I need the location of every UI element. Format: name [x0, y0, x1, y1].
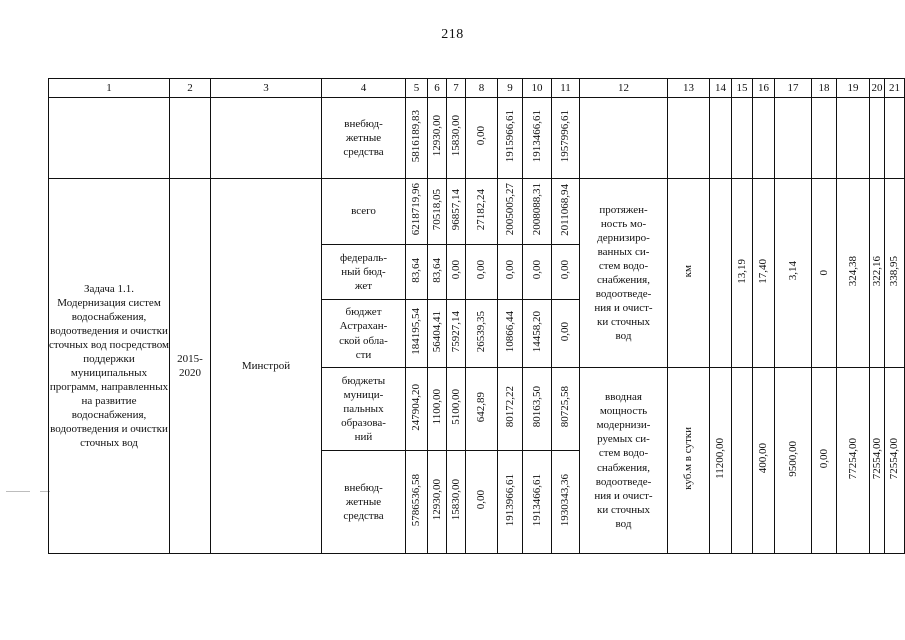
indicator-value: 322,16 — [870, 255, 883, 287]
col-header: 8 — [466, 79, 498, 98]
col-header: 1 — [49, 79, 170, 98]
value-text: 0,00 — [503, 260, 516, 280]
indicator-value-cell — [812, 179, 837, 368]
value-text: 5816189,83 — [410, 109, 422, 163]
value-text: 26539,35 — [475, 310, 487, 353]
col-header: 16 — [753, 79, 775, 98]
funding-source-label: федераль- ный бюд- жет — [340, 251, 387, 293]
value-cell — [466, 98, 498, 179]
col-header: 12 — [580, 79, 668, 98]
indicator-value: 324,38 — [846, 255, 859, 287]
funding-source-label: внебюд- жетные средства — [343, 481, 384, 523]
indicator-value: 338,95 — [888, 255, 900, 287]
indicator-value-cell — [753, 179, 775, 368]
indicator-value-cell — [837, 368, 870, 554]
indicator-value: 72554,00 — [888, 437, 900, 480]
empty-cell — [775, 98, 812, 179]
measures-table — [48, 78, 905, 554]
indicator-value: 0,00 — [817, 448, 830, 469]
indicator-name: протяжен- ность мо- дернизиро- ванных си- стем водо- снабжения, водоотведе- ния и очист- ки сточных вод — [594, 203, 653, 343]
funding-source-label: бюджеты муници- пальных образова- ний — [341, 374, 386, 444]
value-cell — [406, 179, 428, 245]
indicator-value: 11200,00 — [714, 438, 726, 479]
value-cell — [523, 245, 552, 300]
value-text: 15830,00 — [449, 115, 462, 157]
empty-cell — [170, 98, 211, 179]
value-cell — [552, 300, 580, 368]
indicator-value: 13,19 — [735, 258, 748, 284]
value-cell — [498, 245, 523, 300]
value-cell — [466, 451, 498, 554]
value-text: 6218719,96 — [410, 183, 422, 236]
empty-cell — [710, 98, 732, 179]
value-cell — [552, 245, 580, 300]
value-cell — [552, 451, 580, 554]
table-row-continuation — [49, 98, 905, 179]
col-header: 10 — [523, 79, 552, 98]
col-header: 9 — [498, 79, 523, 98]
value-cell — [498, 368, 523, 451]
value-cell — [447, 179, 466, 245]
value-cell — [523, 98, 552, 179]
value-text: 10866,44 — [503, 310, 516, 353]
col-header: 14 — [710, 79, 732, 98]
funding-source-label: внебюд- жетные средства — [343, 117, 384, 159]
value-cell — [447, 451, 466, 554]
value-cell — [552, 179, 580, 245]
value-cell — [447, 368, 466, 451]
value-text: 1915966,61 — [503, 109, 516, 163]
empty-cell — [49, 98, 170, 179]
indicator-value-cell — [775, 179, 812, 368]
value-text: 96857,14 — [449, 188, 462, 231]
col-header: 20 — [870, 79, 885, 98]
page-number: 218 — [441, 27, 464, 42]
col-header: 5 — [406, 79, 428, 98]
col-header: 6 — [428, 79, 447, 98]
value-cell — [406, 245, 428, 300]
indicator-unit: км — [682, 264, 694, 278]
value-cell — [428, 300, 447, 368]
col-header: 15 — [732, 79, 753, 98]
col-header: 4 — [322, 79, 406, 98]
indicator-value-cell — [870, 368, 885, 554]
value-cell — [498, 179, 523, 245]
value-text: 1913466,61 — [530, 473, 543, 527]
value-cell — [447, 245, 466, 300]
value-text: 0,00 — [559, 260, 571, 280]
col-header: 7 — [447, 79, 466, 98]
indicator-value: 400,00 — [757, 443, 769, 474]
value-cell — [466, 368, 498, 451]
funding-source-cell — [322, 98, 406, 179]
value-cell — [428, 98, 447, 179]
indicator-value-cell — [812, 368, 837, 554]
period-text: 2015- 2020 — [177, 352, 203, 379]
value-text: 12930,00 — [430, 115, 443, 157]
executor-cell — [211, 179, 322, 554]
indicator-unit-cell — [668, 179, 710, 368]
empty-cell — [870, 98, 885, 179]
value-cell — [523, 179, 552, 245]
value-cell — [498, 98, 523, 179]
funding-source-cell — [322, 300, 406, 368]
indicator-value: 77254,00 — [846, 437, 859, 480]
value-text: 12930,00 — [430, 479, 443, 521]
value-text: 184195,54 — [410, 308, 422, 355]
value-text: 2008088,31 — [530, 183, 543, 236]
value-text: 56404,41 — [430, 310, 443, 353]
value-text: 0,00 — [449, 260, 462, 280]
indicator-base-cell — [710, 179, 732, 368]
value-cell — [523, 300, 552, 368]
value-cell — [523, 451, 552, 554]
value-text: 0,00 — [530, 260, 543, 280]
col-header: 21 — [885, 79, 905, 98]
value-cell — [428, 179, 447, 245]
header-row — [49, 79, 905, 98]
empty-cell — [668, 98, 710, 179]
indicator-base-cell — [710, 368, 732, 554]
empty-cell — [753, 98, 775, 179]
value-text: 2011068,94 — [559, 183, 571, 236]
value-cell — [447, 98, 466, 179]
value-text: 80163,50 — [530, 386, 543, 428]
empty-cell — [732, 98, 753, 179]
value-text: 5100,00 — [449, 389, 462, 425]
col-header: 17 — [775, 79, 812, 98]
indicator-value: 3,14 — [786, 261, 799, 281]
value-text: 75927,14 — [449, 310, 462, 353]
col-header: 19 — [837, 79, 870, 98]
value-cell — [552, 368, 580, 451]
value-text: 80725,58 — [559, 386, 571, 428]
empty-cell — [837, 98, 870, 179]
value-text: 2005005,27 — [503, 183, 516, 236]
indicator-value: 0 — [817, 270, 830, 276]
col-header: 11 — [552, 79, 580, 98]
value-text: 15830,00 — [449, 479, 462, 521]
value-text: 0,00 — [559, 321, 571, 342]
value-cell — [466, 245, 498, 300]
value-text: 1913966,61 — [503, 473, 516, 527]
funding-source-cell — [322, 179, 406, 245]
value-text: 5786536,58 — [410, 473, 422, 527]
funding-source-label: бюджет Астрахан- ской обла- сти — [339, 306, 388, 361]
indicator-value-cell — [885, 179, 905, 368]
value-cell — [406, 368, 428, 451]
indicator-value-cell — [885, 368, 905, 554]
indicator-value-cell — [753, 368, 775, 554]
value-cell — [428, 245, 447, 300]
value-cell — [523, 368, 552, 451]
indicator-unit-cell — [668, 368, 710, 554]
col-header: 13 — [668, 79, 710, 98]
value-cell — [406, 300, 428, 368]
task-name-cell — [49, 179, 170, 554]
indicator-value: 72554,00 — [870, 437, 883, 480]
value-cell — [447, 300, 466, 368]
value-text: 27182,24 — [475, 188, 487, 231]
indicator-name: вводная мощность модернизи- руемых си- стем водо- снабжения, водоотведе- ния и очист- ки сточных вод — [594, 391, 653, 530]
value-text: 80172,22 — [503, 386, 516, 428]
value-text: 0,00 — [475, 490, 487, 510]
indicator-value: 17,40 — [757, 258, 769, 284]
period-cell — [170, 179, 211, 554]
value-cell — [552, 98, 580, 179]
value-text: 1100,00 — [430, 389, 443, 425]
value-text: 70518,05 — [430, 188, 443, 231]
indicator-value-cell — [870, 179, 885, 368]
indicator-value-cell — [837, 179, 870, 368]
funding-source-cell — [322, 451, 406, 554]
task-name: Задача 1.1. Модернизация систем водоснабжения, водоотведения и очистки сточных вод посредством поддержки муниципальных программ, направленных на развитие водоснабжения, водоотведения и очистки сточных вод — [49, 282, 169, 450]
indicator-value-cell — [775, 368, 812, 554]
value-text: 247904,20 — [410, 383, 422, 431]
empty-cell — [812, 98, 837, 179]
funding-source-cell — [322, 368, 406, 451]
indicator-value-cell — [732, 179, 753, 368]
scan-artifact-line — [6, 491, 30, 492]
value-text: 0,00 — [475, 126, 487, 146]
col-header: 3 — [211, 79, 322, 98]
value-text: 83,64 — [410, 257, 422, 283]
value-cell — [498, 300, 523, 368]
value-cell — [466, 300, 498, 368]
col-header: 18 — [812, 79, 837, 98]
value-text: 83,64 — [430, 257, 443, 283]
value-cell — [406, 451, 428, 554]
value-cell — [466, 179, 498, 245]
indicator-unit: куб.м в сутки — [682, 427, 694, 490]
indicator-name-cell — [580, 368, 668, 554]
empty-cell — [732, 368, 753, 554]
indicator-value: 9500,00 — [786, 440, 799, 477]
executor-text: Минстрой — [241, 359, 291, 372]
table-row-total — [49, 179, 905, 245]
value-text: 14458,20 — [530, 310, 543, 353]
value-text: 642,89 — [475, 391, 487, 423]
value-cell — [406, 98, 428, 179]
value-text: 1957996,61 — [559, 109, 571, 163]
funding-source-cell — [322, 245, 406, 300]
empty-cell — [211, 98, 322, 179]
empty-cell — [885, 98, 905, 179]
value-text: 1913466,61 — [530, 109, 543, 163]
value-text: 1930343,36 — [559, 473, 571, 527]
col-header: 2 — [170, 79, 211, 98]
value-cell — [498, 451, 523, 554]
funding-source-label: всего — [351, 205, 376, 218]
indicator-name-cell — [580, 179, 668, 368]
value-text: 0,00 — [475, 260, 487, 280]
value-cell — [428, 451, 447, 554]
empty-cell — [580, 98, 668, 179]
value-cell — [428, 368, 447, 451]
